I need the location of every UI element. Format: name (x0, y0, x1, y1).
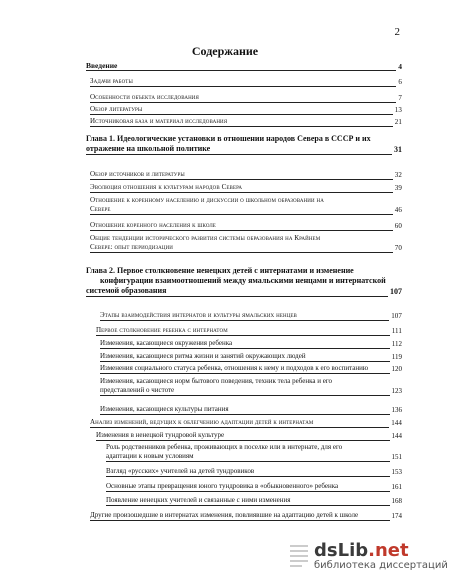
toc-entry (96, 326, 402, 336)
toc-entry-label: Основные этапы превращения юного тундровика в «обыкновенного» ребенка (106, 482, 390, 492)
toc-entry-page: 21 (394, 118, 402, 126)
toc-entry (90, 93, 402, 103)
toc-entry (106, 482, 402, 492)
toc-entry-label: Другие произошедшие в интернатах изменения, повлиявшие на адаптацию детей к школе (90, 511, 390, 521)
toc-entry (90, 418, 402, 428)
toc-entry-page: 13 (394, 106, 402, 114)
chapter-1-heading (86, 134, 402, 155)
chapter-1-line2: отражение на школьной политике (86, 144, 392, 155)
toc-entry-page: 120 (391, 365, 402, 373)
toc-entry-page: 151 (391, 453, 402, 461)
toc-entry-label: Обзор литературы (90, 105, 393, 115)
toc-entry (90, 105, 402, 115)
toc-entry-page: 107 (391, 312, 402, 320)
toc-entry (90, 77, 402, 87)
toc-entry-page: 144 (391, 419, 402, 427)
toc-entry-page: 144 (391, 432, 402, 440)
toc-entry-label: Обзор источников и литературы (90, 170, 393, 180)
toc-entry-label-cont: адаптации к новым условиям (106, 452, 390, 462)
toc-entry-label-cont: Севере (90, 205, 393, 215)
toc-entry-label: Изменения, касающиеся окружения ребенка (100, 339, 390, 349)
toc-entry-label: Изменения социального статуса ребенка, отношения к нему и подходов к его воспитанию (100, 364, 390, 374)
page-number: 2 (394, 26, 400, 38)
toc-entry (90, 183, 402, 193)
toc-entry-label: Анализ изменений, ведущих к облегчению адаптации детей к интернатам (90, 418, 389, 428)
toc-entry (90, 170, 402, 180)
toc-entry (90, 234, 402, 253)
toc-entry-page: 123 (391, 387, 402, 395)
toc-entry-label: Отношение к коренному населению и дискуссии о школьном образовании на (90, 196, 324, 204)
toc-entry-label: Этапы взаимодействия интернатов и культуры ямальских ненцев (100, 311, 389, 321)
toc-entry (100, 377, 402, 396)
toc-entry-page: 6 (398, 78, 402, 86)
watermark (314, 540, 448, 574)
toc-entry-page: 39 (394, 184, 402, 192)
toc-entry (100, 405, 402, 415)
toc-entry-page: 7 (398, 94, 402, 102)
chapter-1-line1: Глава 1. Идеологические установки в отношении народов Севера в СССР и их (86, 134, 371, 143)
toc-entry-label: Роль родственников ребенка, проживающих в поселке или в интернате, для его (106, 443, 343, 451)
watermark-subtitle: библиотека диссертаций (314, 560, 448, 571)
toc-entry-page: 153 (391, 468, 402, 476)
toc-entry-label: Изменения, касающиеся ритма жизни и занятий окружающих людей (100, 352, 390, 362)
toc-entry (96, 431, 402, 441)
toc-entry-page: 4 (398, 62, 402, 71)
chapter-2-line2: конфигурации взаимоотношений между ямальскими ненцами и интернатской (100, 276, 386, 285)
toc-entry-label: Введение (86, 61, 396, 71)
toc-entry-label: Изменения в ненецкой тундровой культуре (96, 431, 390, 441)
toc-entry-label: Особенности объекта исследования (90, 93, 396, 103)
chapter-2-line1: Глава 2. Первое столкновение ненецких детей с интернатами и изменение (86, 266, 354, 275)
toc-entry-page: 119 (391, 353, 402, 361)
toc-entry-label: Эволюция отношения к культурам народов Севера (90, 183, 393, 193)
toc-entry-page: 111 (391, 327, 402, 335)
toc-entry (106, 443, 402, 462)
toc-entry (90, 117, 402, 127)
toc-entry (90, 196, 402, 215)
toc-entry (90, 511, 402, 521)
toc-entry-label: Отношение коренного населения к школе (90, 221, 393, 231)
toc-entry-page: 112 (391, 340, 402, 348)
toc-entry-page: 136 (391, 406, 402, 414)
toc-entry (90, 221, 402, 231)
chapter-2-page: 107 (390, 287, 402, 296)
toc-entry-label: Задачи работы (90, 77, 396, 87)
toc-entry-page: 161 (391, 483, 402, 491)
toc-entry-label: Общие тенденции исторического развития системы образования на Крайнем (90, 234, 321, 242)
toc-entry-label: Первое столкновение ребенка с интернатом (96, 326, 390, 336)
chapter-2-line3: системой образования (86, 286, 388, 297)
toc-entry-page: 60 (394, 222, 402, 230)
toc-entry (106, 467, 402, 477)
toc-entry-page: 32 (394, 171, 402, 179)
chapter-2-heading (86, 266, 402, 297)
toc-entry (86, 61, 402, 71)
toc-entry-page: 174 (391, 512, 402, 520)
toc-entry (100, 311, 402, 321)
toc-entry (106, 496, 402, 506)
toc-entry (100, 339, 402, 349)
toc-entry-page: 46 (394, 206, 402, 214)
page-title: Содержание (191, 44, 259, 58)
watermark-logo: dsLib.net (314, 540, 409, 561)
toc-entry (100, 364, 402, 374)
chapter-1-page: 31 (394, 145, 402, 154)
toc-entry-label: Источниковая база и материал исследования (90, 117, 393, 127)
toc-entry-label-cont: Севере: опыт периодизации (90, 243, 393, 253)
toc-entry-page: 168 (391, 497, 402, 505)
toc-entry-label-cont: представлений о чистоте (100, 386, 390, 396)
toc-entry-label: Взгляд «русских» учителей на детей тундровиков (106, 467, 390, 477)
toc-entry-label: Появление ненецких учителей и связанные с ними изменения (106, 496, 390, 506)
toc-entry-label: Изменения, касающиеся культуры питания (100, 405, 390, 415)
toc-entry-label: Изменения, касающиеся норм бытового поведения, техник тела ребенка и его (100, 377, 333, 385)
toc-entry (100, 352, 402, 362)
toc-entry-page: 70 (394, 244, 402, 252)
watermark-lines-icon (288, 542, 310, 568)
